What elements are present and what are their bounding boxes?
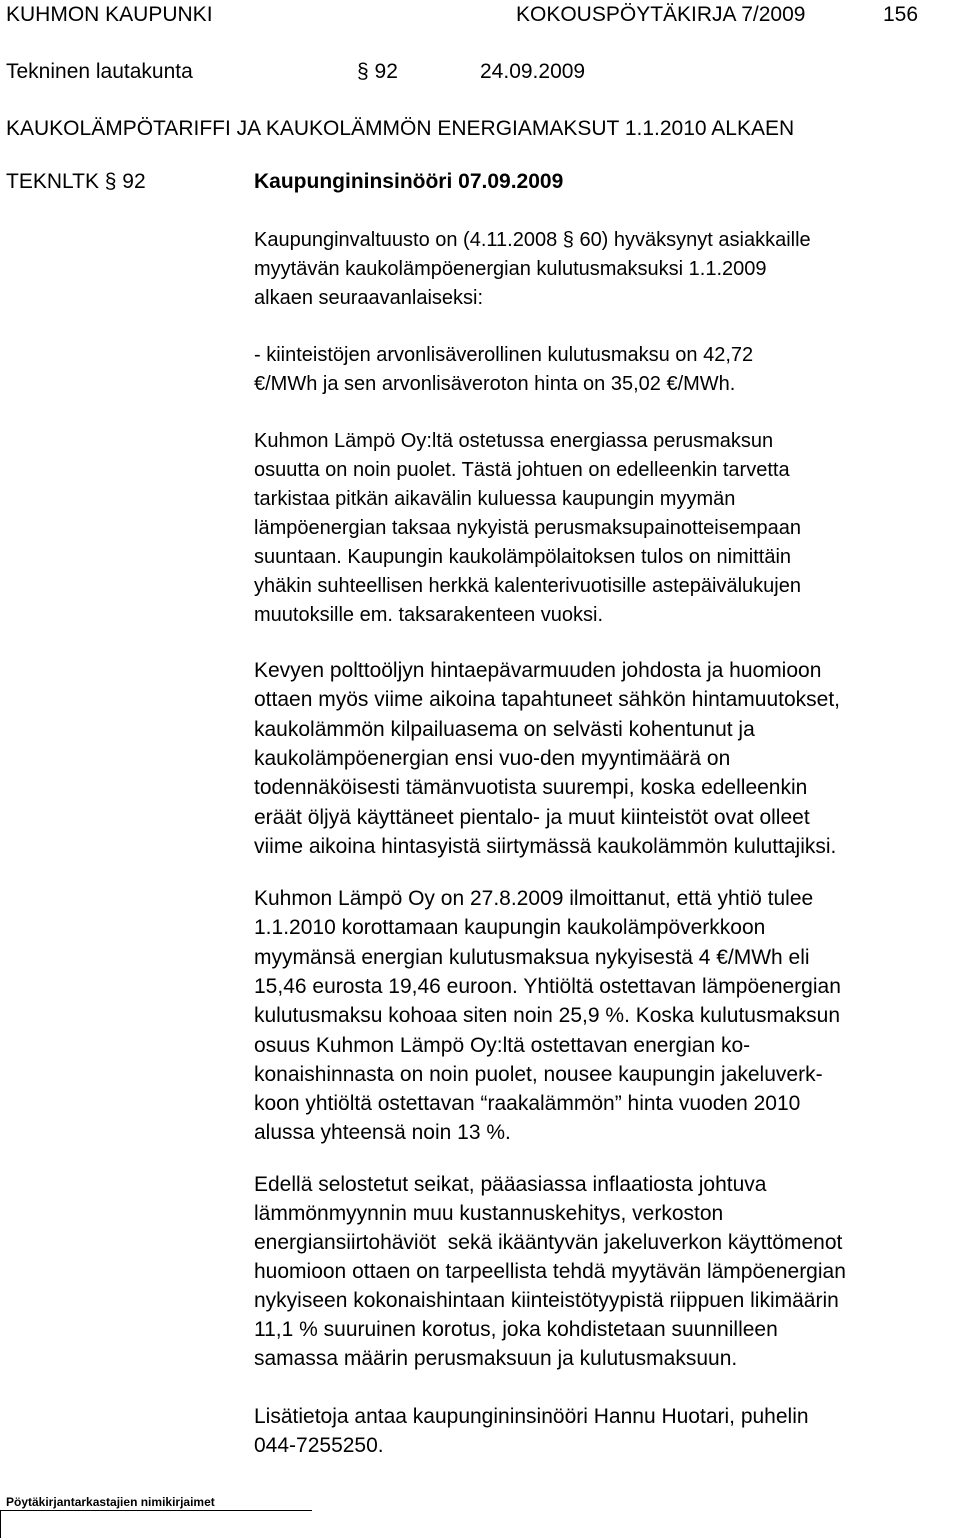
signature-line	[0, 1510, 312, 1511]
page-title: KAUKOLÄMPÖTARIFFI JA KAUKOLÄMMÖN ENERGIAMAKSUT 1.1.2010 ALKAEN	[6, 117, 795, 140]
paragraph-line: 044-7255250.	[254, 1434, 384, 1457]
paragraph-line: todennäköisesti tämänvuotista suurempi, koska edelleenkin	[254, 776, 808, 800]
paragraph-line: kaukolämmön kilpailuasema on selvästi kohentunut ja	[254, 717, 755, 741]
doc-title: KOKOUSPÖYTÄKIRJA 7/2009	[516, 3, 806, 26]
paragraph-line: eräät öljyä käyttäneet pientalo- ja muut kiinteistöt ovat olleet	[254, 805, 810, 829]
paragraph-line: osuutta on noin puolet. Tästä johtuen on edelleenkin tarvetta	[254, 459, 790, 481]
paragraph-line: Kuhmon Lämpö Oy:ltä ostetussa energiassa perusmaksun	[254, 430, 774, 452]
signature-label: Pöytäkirjantarkastajien nimikirjaimet	[6, 1495, 215, 1509]
paragraph-line: kulutusmaksu kohoaa siten noin 25,9 %. Koska kulutusmaksun	[254, 1004, 841, 1028]
paragraph-line: Lisätietoja antaa kaupungininsinööri Hannu Huotari, puhelin	[254, 1405, 809, 1428]
paragraph-line: energiansiirtohäviöt sekä ikääntyvän jakeluverkon käyttömenot	[254, 1231, 843, 1254]
paragraph-line: myymänsä energian kulutusmaksua nykyisestä 4 €/MWh eli	[254, 945, 810, 969]
paragraph-line: muutoksille em. taksarakenteen vuoksi.	[254, 604, 604, 626]
paragraph-line: nykyiseen kokonaishintaan kiinteistötyypistä riippuen likimäärin	[254, 1289, 839, 1312]
paragraph-line: myytävän kaukolämpöenergian kulutusmaksuksi 1.1.2009	[254, 258, 767, 280]
board-name: Tekninen lautakunta	[6, 60, 193, 83]
org-name: KUHMON KAUPUNKI	[6, 3, 213, 26]
section-ref: TEKNLTK § 92	[6, 170, 146, 193]
paragraph-line: osuus Kuhmon Lämpö Oy:ltä ostettavan energian ko-	[254, 1033, 751, 1057]
paragraph-line: viime aikoina hintasyistä siirtymässä kaukolämmön kuluttajiksi.	[254, 834, 837, 858]
paragraph-line: kaukolämpöenergian ensi vuo-den myyntimäärä on	[254, 746, 731, 770]
section-number: § 92	[357, 60, 398, 83]
paragraph-line: suuntaan. Kaupungin kaukolämpölaitoksen tulos on nimittäin	[254, 546, 792, 568]
signature-box-edge	[0, 1510, 1, 1538]
meeting-date: 24.09.2009	[480, 60, 586, 83]
paragraph-line: - kiinteistöjen arvonlisäverollinen kulutusmaksu on 42,72	[254, 344, 754, 366]
paragraph-line: Kaupunginvaltuusto on (4.11.2008 § 60) hyväksynyt asiakkaille	[254, 229, 811, 251]
paragraph-line: lämmönmyynnin muu kustannuskehitys, verkoston	[254, 1202, 724, 1225]
paragraph-line: ottaen myös viime aikoina tapahtuneet sähkön hintamuutokset,	[254, 688, 841, 712]
paragraph-line: €/MWh ja sen arvonlisäveroton hinta on 35,02 €/MWh.	[254, 373, 736, 395]
paragraph-line: 1.1.2010 korottamaan kaupungin kaukolämpöverkkoon	[254, 916, 766, 940]
preparer: Kaupungininsinööri 07.09.2009	[254, 170, 564, 193]
paragraph-line: huomioon ottaen on tarpeellista tehdä myytävän lämpöenergian	[254, 1260, 846, 1283]
paragraph-line: samassa määrin perusmaksuun ja kulutusmaksuun.	[254, 1347, 738, 1370]
paragraph-line: Kevyen polttoöljyn hintaepävarmuuden johdosta ja huomioon	[254, 659, 822, 682]
paragraph-line: yhäkin suhteellisen herkkä kalenterivuotisille astepäivälukujen	[254, 575, 801, 597]
paragraph-line: koon yhtiöltä ostettavan “raakalämmön” hinta vuoden 2010	[254, 1092, 801, 1116]
paragraph-line: 11,1 % suuruinen korotus, joka kohdistetaan suunnilleen	[254, 1318, 778, 1341]
paragraph-line: alkaen seuraavanlaiseksi:	[254, 287, 484, 309]
paragraph-line: 15,46 eurosta 19,46 euroon. Yhtiöltä ostettavan lämpöenergian	[254, 974, 841, 998]
page-number: 156	[883, 3, 919, 26]
paragraph-line: lämpöenergian taksaa nykyistä perusmaksupainotteisempaan	[254, 517, 801, 539]
paragraph-line: tarkistaa pitkän aikavälin kuluessa kaupungin myymän	[254, 488, 736, 510]
paragraph-line: Kuhmon Lämpö Oy on 27.8.2009 ilmoittanut, että yhtiö tulee	[254, 887, 814, 910]
paragraph-line: Edellä selostetut seikat, pääasiassa inflaatiosta johtuva	[254, 1173, 767, 1196]
paragraph-line: alussa yhteensä noin 13 %.	[254, 1121, 511, 1145]
paragraph-line: konaishinnasta on noin puolet, nousee kaupungin jakeluverk-	[254, 1062, 823, 1086]
